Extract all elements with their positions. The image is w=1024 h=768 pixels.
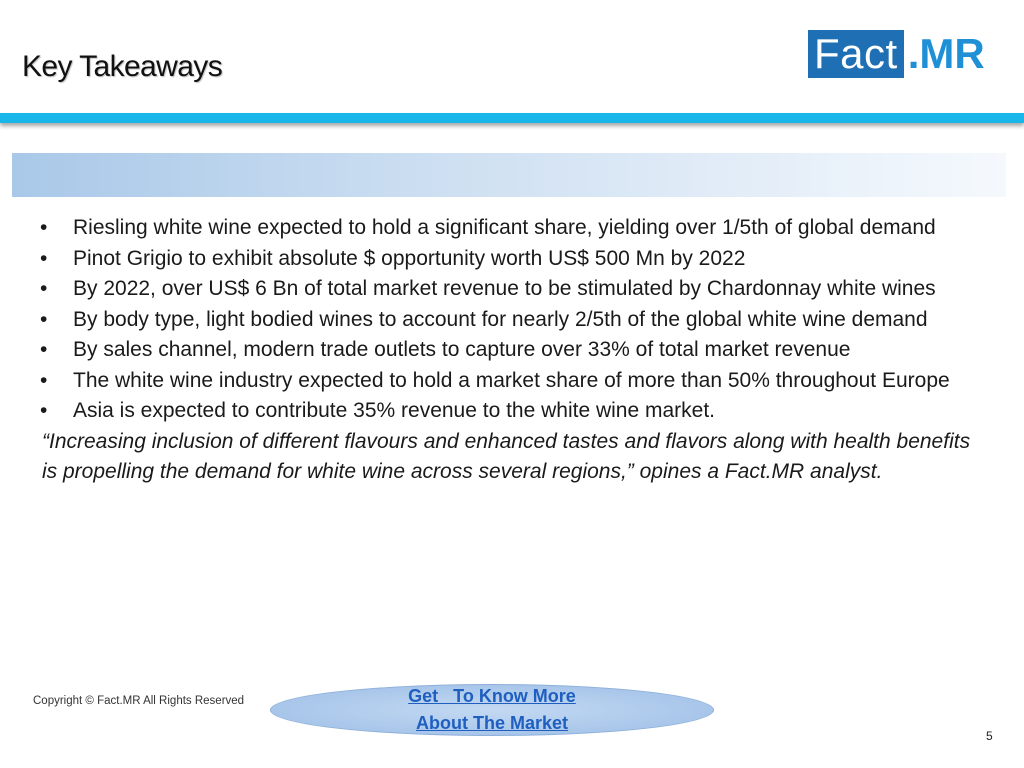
list-item: • The white wine industry expected to hold a market share of more than 50% throughout Europe xyxy=(40,366,990,397)
list-item: • By sales channel, modern trade outlets to capture over 33% of total market revenue xyxy=(40,335,990,366)
list-item: • Pinot Grigio to exhibit absolute $ opportunity worth US$ 500 Mn by 2022 xyxy=(40,244,990,275)
slide-title: Key Takeaways xyxy=(22,50,223,83)
analyst-quote: “Increasing inclusion of different flavours and enhanced tastes and flavors along with health benefits is propelling the demand for white wine across several regions,” opines a Fact.MR analyst. xyxy=(42,429,971,483)
list-item: • Riesling white wine expected to hold a significant share, yielding over 1/5th of global demand xyxy=(40,213,990,244)
page-number: 5 xyxy=(986,729,993,743)
header-divider xyxy=(0,113,1024,123)
logo-suffix-text: .MR xyxy=(907,30,985,77)
know-more-button[interactable] xyxy=(270,684,714,736)
know-more-label-line2[interactable]: About The Market xyxy=(415,713,568,733)
logo-box-text: Fact xyxy=(808,30,904,78)
list-item: • By body type, light bodied wines to account for nearly 2/5th of the global white wine demand xyxy=(40,305,990,336)
takeaways-list xyxy=(40,213,990,427)
fact-mr-logo xyxy=(808,30,985,78)
takeaways-content xyxy=(40,213,990,488)
list-item: • By 2022, over US$ 6 Bn of total market revenue to be stimulated by Chardonnay white wines xyxy=(40,274,990,305)
know-more-label-line1[interactable]: Get To Know More xyxy=(408,686,576,706)
list-item: • Asia is expected to contribute 35% revenue to the white wine market. xyxy=(40,396,990,427)
decorative-gradient-band xyxy=(12,153,1006,197)
copyright-text: Copyright © Fact.MR All Rights Reserved xyxy=(33,695,245,707)
